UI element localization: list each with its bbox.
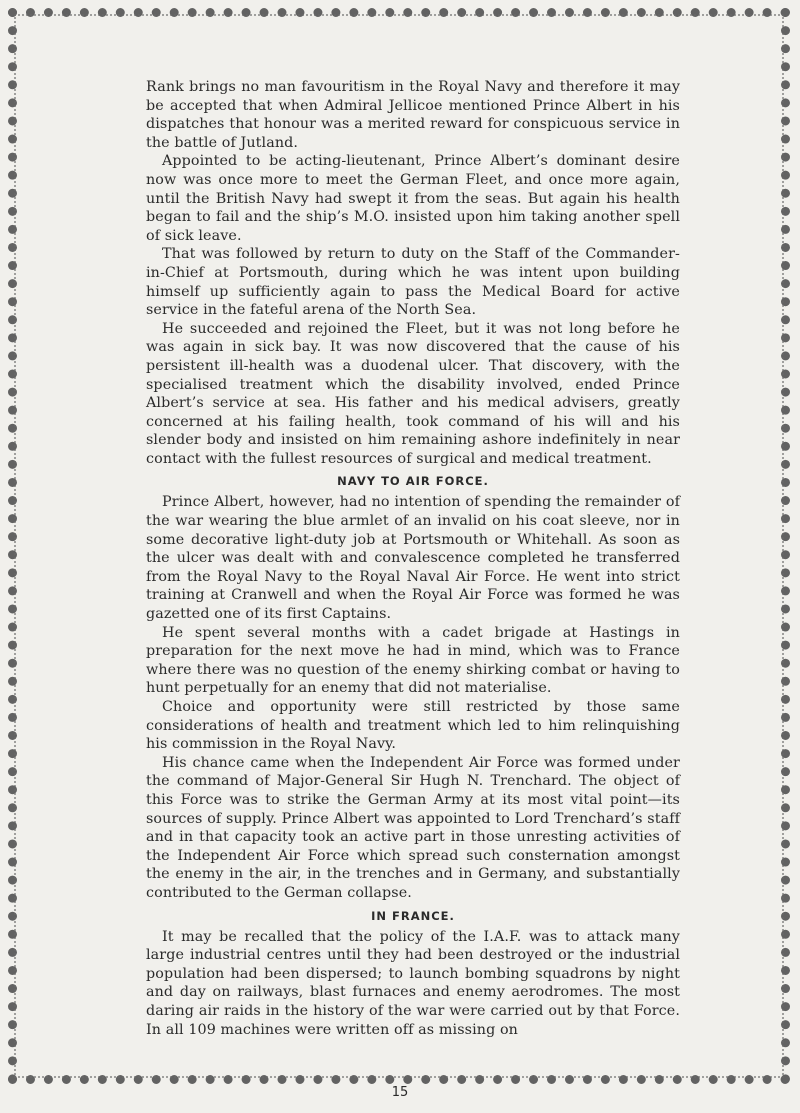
paragraph: Rank brings no man favouritism in the Royal Navy and therefore it may be accepted that when Admiral Jellicoe mentioned Prince Albert in his dispatches that honour was a merited reward for conspicuous service in the battle of Jutland. [146,79,680,151]
paragraph: Appointed to be acting-lieutenant, Prince Albert’s dominant desire now was once more to meet the German Fleet, and once more again, until the British Navy had swept it from the seas. But again his health began to fail and the ship’s M.O. insisted upon him taking another spell of sick leave. [146,153,680,244]
paragraph: He spent several months with a cadet brigade at Hastings in preparation for the next move he had in mind, which was to France where there was no question of the enemy shirking combat or having to hunt perpetually for an enemy that did not materialise. [146,624,680,697]
paragraph: That was followed by return to duty on the Staff of the Commander-in-Chief at Portsmouth, during which he was intent upon building himself up sufficiently again to pass the Medical Board for active service in the fateful arena of the North Sea. [146,246,680,319]
article-body [146,78,680,1039]
paragraph: His chance came when the Independent Air Force was formed under the command of Major-General Sir Hugh N. Trenchard. The object of this Force was to strike the German Army at its most vital point—its sources of supply. Prince Albert was appointed to Lord Trenchard’s staff and in that capacity took an active part in those unresting activities of the Independent Air Force which spread such consternation amongst the enemy in the air, in the trenches and in Germany, and substantially contributed to the German collapse. [146,754,680,901]
page-number: 15 [391,1085,409,1100]
paragraph: Choice and opportunity were still restricted by those same considerations of health and treatment which led to him relinquishing his commission in the Royal Navy. [146,699,680,753]
section-heading-navy-to-air-force: NAVY TO AIR FORCE. [337,474,489,489]
paragraph: It may be recalled that the policy of the I.A.F. was to attack many large industrial centres until they had been destroyed or the industrial population had been dispersed; to launch bombing squadrons by night and day on railways, blast furnaces and enemy aerodromes. The most daring air raids in the history of the war were carried out by that Force. In all 109 machines were written off as missing on [146,928,680,1038]
section-heading-in-france: IN FRANCE. [371,908,455,923]
paragraph: Prince Albert, however, had no intention of spending the remainder of the war wearing the blue armlet of an invalid on his coat sleeve, nor in some decorative light-duty job at Portsmouth or Whitehall. As soon as the ulcer was dealt with and convalescence completed he transferred from the Royal Navy to the Royal Naval Air Force. He went into strict training at Cranwell and when the Royal Air Force was formed he was gazetted one of its first Captains. [146,494,680,623]
paragraph: He succeeded and rejoined the Fleet, but it was not long before he was again in sick bay. It was now discovered that the cause of his persistent ill-health was a duodenal ulcer. That discovery, with the specialised treatment which the disability involved, ended Prince Albert’s service at sea. His father and his medical advisers, greatly concerned at his failing health, took command of his will and his slender body and insisted on him remaining ashore indefinitely in near contact with the fullest resources of surgical and medical treatment. [146,320,680,467]
